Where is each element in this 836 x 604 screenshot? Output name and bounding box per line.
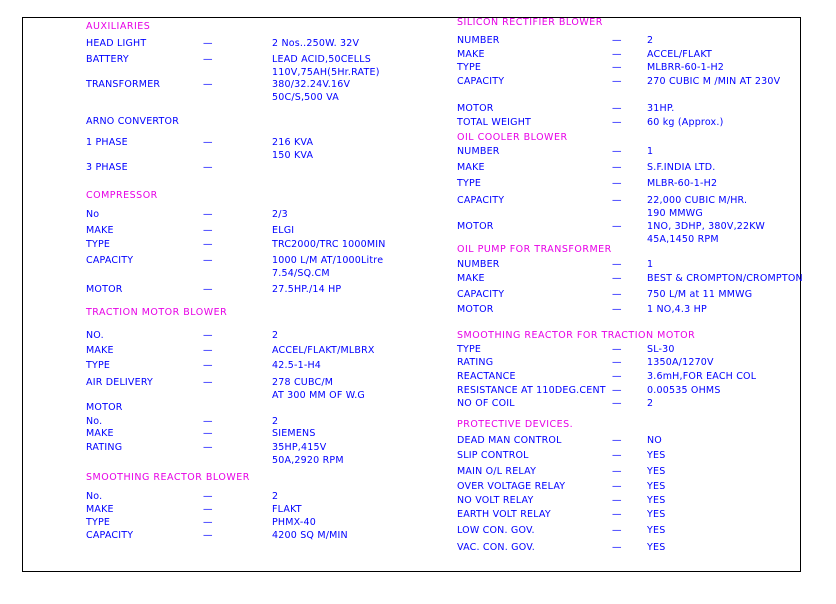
spec-value: 60 kg (Approx.) (647, 117, 724, 128)
spec-value: AT 300 MM OF W.G (272, 390, 365, 401)
section-heading: SMOOTHING REACTOR BLOWER (86, 472, 250, 483)
spec-label: RESISTANCE AT 110DEG.CENT (457, 385, 606, 396)
section-heading: SILICON RECTIFIER BLOWER (457, 17, 603, 28)
spec-label: CAPACITY (86, 255, 134, 266)
spec-value: 35HP,415V (272, 442, 327, 453)
dash-separator: — (612, 542, 622, 553)
spec-value: YES (647, 542, 666, 553)
dash-separator: — (203, 255, 213, 266)
spec-label: MAKE (86, 504, 114, 515)
spec-value: 216 KVA (272, 137, 314, 148)
dash-separator: — (612, 76, 622, 87)
spec-label: EARTH VOLT RELAY (457, 509, 551, 520)
spec-label: No. (86, 416, 103, 427)
spec-value: 278 CUBC/M (272, 377, 334, 388)
spec-label: NO VOLT RELAY (457, 495, 534, 506)
dash-separator: — (612, 259, 622, 270)
dash-separator: — (612, 103, 622, 114)
section-heading: SMOOTHING REACTOR FOR TRACTION MOTOR (457, 330, 696, 341)
dash-separator: — (612, 525, 622, 536)
spec-value: SIEMENS (272, 428, 316, 439)
dash-separator: — (612, 466, 622, 477)
spec-value: 4200 SQ M/MIN (272, 530, 348, 541)
spec-value: 22,000 CUBIC M/HR. (647, 195, 748, 206)
spec-label: TRANSFORMER (86, 79, 161, 90)
spec-label: MAIN O/L RELAY (457, 466, 537, 477)
spec-label: TYPE (457, 178, 482, 189)
spec-value: BEST & CROMPTON/CROMPTON (647, 273, 803, 284)
spec-label: CAPACITY (86, 530, 134, 541)
dash-separator: — (612, 62, 622, 73)
spec-value: 150 KVA (272, 150, 314, 161)
section-heading: OIL PUMP FOR TRANSFORMER (457, 244, 612, 255)
spec-value: 2 (272, 491, 279, 502)
dash-separator: — (612, 117, 622, 128)
spec-value: S.F.INDIA LTD. (647, 162, 716, 173)
spec-value: 750 L/M at 11 MMWG (647, 289, 753, 300)
spec-value: 110V,75AH(5Hr.RATE) (272, 67, 380, 78)
dash-separator: — (203, 530, 213, 541)
spec-label: NO. (86, 330, 104, 341)
spec-label: ARNO CONVERTOR (86, 116, 180, 127)
spec-label: MAKE (457, 162, 485, 173)
dash-separator: — (203, 79, 213, 90)
spec-value: 1 NO,4.3 HP (647, 304, 707, 315)
spec-label: LOW CON. GOV. (457, 525, 535, 536)
spec-value: 50A,2920 RPM (272, 455, 344, 466)
spec-label: TYPE (457, 344, 482, 355)
spec-value: 1000 L/M AT/1000Litre (272, 255, 384, 266)
spec-value: 0.00535 OHMS (647, 385, 721, 396)
spec-value: LEAD ACID,50CELLS (272, 54, 371, 65)
dash-separator: — (612, 195, 622, 206)
section-heading: TRACTION MOTOR BLOWER (86, 307, 228, 318)
dash-separator: — (612, 509, 622, 520)
spec-value: ELGI (272, 225, 295, 236)
dash-separator: — (203, 54, 213, 65)
spec-label: DEAD MAN CONTROL (457, 435, 562, 446)
dash-separator: — (612, 371, 622, 382)
spec-value: ACCEL/FLAKT/MLBRX (272, 345, 375, 356)
spec-label: TYPE (457, 62, 482, 73)
spec-value: SL-30 (647, 344, 675, 355)
spec-value: 2 Nos..250W. 32V (272, 38, 360, 49)
dash-separator: — (203, 239, 213, 250)
spec-value: 42.5-1-H4 (272, 360, 322, 371)
spec-label: AIR DELIVERY (86, 377, 154, 388)
dash-separator: — (203, 377, 213, 388)
dash-separator: — (203, 416, 213, 427)
dash-separator: — (612, 398, 622, 409)
section-heading: COMPRESSOR (86, 190, 158, 201)
spec-label: 3 PHASE (86, 162, 128, 173)
dash-separator: — (612, 178, 622, 189)
spec-label: MOTOR (86, 284, 123, 295)
spec-value: 190 MMWG (647, 208, 703, 219)
dash-separator: — (612, 357, 622, 368)
dash-separator: — (612, 162, 622, 173)
spec-value: 2 (647, 35, 654, 46)
spec-label: TOTAL WEIGHT (457, 117, 532, 128)
dash-separator: — (612, 495, 622, 506)
spec-value: 2 (272, 330, 279, 341)
spec-value: 380/32.24V.16V (272, 79, 351, 90)
spec-label: RATING (457, 357, 494, 368)
dash-separator: — (203, 504, 213, 515)
dash-separator: — (203, 517, 213, 528)
dash-separator: — (612, 35, 622, 46)
dash-separator: — (612, 221, 622, 232)
spec-label: NUMBER (457, 35, 500, 46)
dash-separator: — (203, 428, 213, 439)
spec-label: MAKE (86, 225, 114, 236)
spec-label: CAPACITY (457, 76, 505, 87)
dash-separator: — (203, 284, 213, 295)
spec-label: CAPACITY (457, 289, 505, 300)
spec-value: YES (647, 525, 666, 536)
dash-separator: — (612, 146, 622, 157)
spec-value: 45A,1450 RPM (647, 234, 719, 245)
spec-label: SLIP CONTROL (457, 450, 529, 461)
spec-label: CAPACITY (457, 195, 505, 206)
spec-value: 27.5HP./14 HP (272, 284, 342, 295)
spec-value: NO (647, 435, 662, 446)
spec-value: 2/3 (272, 209, 288, 220)
spec-value: 1 (647, 259, 654, 270)
dash-separator: — (203, 491, 213, 502)
dash-separator: — (203, 360, 213, 371)
spec-label: MAKE (86, 345, 114, 356)
dash-separator: — (612, 435, 622, 446)
spec-label: TYPE (86, 239, 111, 250)
spec-value: FLAKT (272, 504, 302, 515)
section-heading: PROTECTIVE DEVICES. (457, 419, 574, 430)
spec-value: 7.54/SQ.CM (272, 268, 330, 279)
spec-value: 50C/S,500 VA (272, 92, 339, 103)
spec-value: MLBR-60-1-H2 (647, 178, 718, 189)
spec-value: TRC2000/TRC 1000MIN (272, 239, 386, 250)
spec-value: 1NO, 3DHP, 380V,22KW (647, 221, 765, 232)
section-heading: OIL COOLER BLOWER (457, 132, 568, 143)
spec-label: No (86, 209, 100, 220)
spec-value: MLBRR-60-1-H2 (647, 62, 725, 73)
spec-label: MAKE (86, 428, 114, 439)
spec-value: YES (647, 509, 666, 520)
dash-separator: — (203, 330, 213, 341)
spec-value: PHMX-40 (272, 517, 317, 528)
dash-separator: — (203, 137, 213, 148)
spec-label: NUMBER (457, 146, 500, 157)
dash-separator: — (612, 450, 622, 461)
spec-value: YES (647, 450, 666, 461)
dash-separator: — (612, 49, 622, 60)
spec-label: MOTOR (457, 103, 494, 114)
spec-label: RATING (86, 442, 123, 453)
dash-separator: — (203, 209, 213, 220)
dash-separator: — (612, 304, 622, 315)
spec-value: 1350A/1270V (647, 357, 714, 368)
spec-value: ACCEL/FLAKT (647, 49, 713, 60)
spec-label: TYPE (86, 360, 111, 371)
spec-value: YES (647, 466, 666, 477)
spec-label: No. (86, 491, 103, 502)
dash-separator: — (612, 385, 622, 396)
dash-separator: — (203, 162, 213, 173)
dash-separator: — (612, 273, 622, 284)
spec-label: TYPE (86, 517, 111, 528)
spec-value: YES (647, 481, 666, 492)
spec-label: MOTOR (86, 402, 123, 413)
dash-separator: — (203, 442, 213, 453)
spec-value: 270 CUBIC M /MIN AT 230V (647, 76, 781, 87)
spec-label: NUMBER (457, 259, 500, 270)
dash-separator: — (203, 345, 213, 356)
spec-label: HEAD LIGHT (86, 38, 147, 49)
spec-value: 2 (647, 398, 654, 409)
spec-label: MAKE (457, 49, 485, 60)
dash-separator: — (612, 344, 622, 355)
spec-value: YES (647, 495, 666, 506)
dash-separator: — (203, 225, 213, 236)
spec-label: MAKE (457, 273, 485, 284)
spec-label: OVER VOLTAGE RELAY (457, 481, 566, 492)
spec-label: MOTOR (457, 304, 494, 315)
dash-separator: — (612, 481, 622, 492)
spec-label: VAC. CON. GOV. (457, 542, 535, 553)
spec-value: 1 (647, 146, 654, 157)
spec-value: 3.6mH,FOR EACH COL (647, 371, 757, 382)
spec-label: 1 PHASE (86, 137, 128, 148)
dash-separator: — (612, 289, 622, 300)
spec-value: 2 (272, 416, 279, 427)
spec-label: MOTOR (457, 221, 494, 232)
spec-label: BATTERY (86, 54, 129, 65)
spec-value: 31HP. (647, 103, 675, 114)
dash-separator: — (203, 38, 213, 49)
section-heading: AUXILIARIES (86, 21, 151, 32)
spec-label: REACTANCE (457, 371, 516, 382)
spec-label: NO OF COIL (457, 398, 515, 409)
